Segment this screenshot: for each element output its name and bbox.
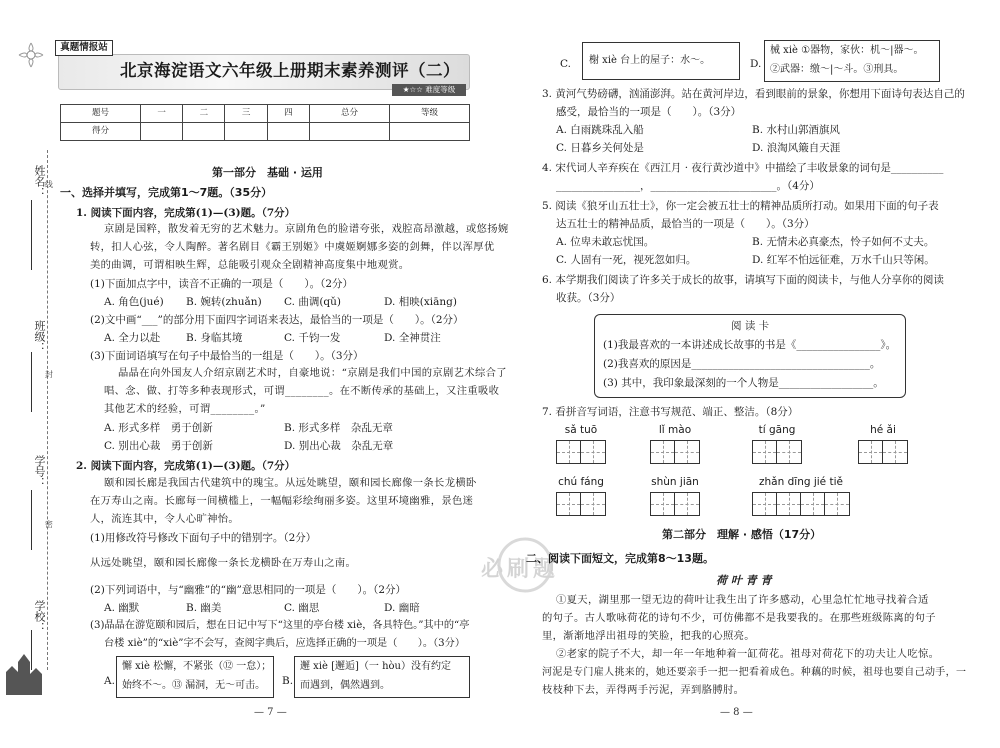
passage-line: 美的曲调，可谓相映生辉，总能吸引观众全剧精神高度集中地观赏。 <box>90 259 410 271</box>
option-c[interactable]: C. 别出心裁 勇于创新 <box>104 440 213 452</box>
score-input-cell[interactable] <box>225 123 267 141</box>
seal-seal: 封 <box>44 370 54 378</box>
name-label: 姓名： <box>33 165 47 198</box>
student-id-label: 学号： <box>33 455 47 488</box>
score-table-header-row <box>61 105 470 123</box>
question-2-3-cont: 台楼 xiè”的“xiè”字不会写，查阅字典后，应选择正确的一项是（ ）。（3分） <box>104 638 466 649</box>
question-1-3: (3)下面词语填写在句子中最恰当的一组是（ ）。（3分） <box>90 350 364 362</box>
score-table <box>60 104 470 141</box>
question-1-1: (1)下面加点字中，读音不正确的一项是（ ）。（2分） <box>90 278 354 290</box>
school-label: 学校： <box>33 600 47 633</box>
page-number: — 7 — <box>254 707 287 718</box>
pinyin-label: zhǎn dīng jié tiě <box>759 476 843 488</box>
score-input-cell[interactable] <box>309 123 389 141</box>
score-input-cell[interactable] <box>389 123 469 141</box>
question-5-cont: 达五壮士的精神品质，最恰当的一项是（ ）。（3分） <box>556 218 815 230</box>
writing-grid[interactable] <box>752 492 850 516</box>
dict-line: 始终不～。⑬ 漏洞，无～可击。 <box>122 680 266 691</box>
score-cell: 一 <box>140 105 182 123</box>
question-2-3: (3)晶晶在游览颐和园后，想在日记中写下“这里的亭台楼 xiè，各具特色。”其中的“亭 <box>90 620 470 631</box>
reading-card-title: 阅 读 卡 <box>731 320 770 332</box>
passage-line: 在万寿山之南。长廊每一间横槛上，一幅幅彩绘绚丽多姿。这里环境幽雅，景色迷 <box>90 495 474 507</box>
story-line: 的句子。古人歌咏荷花的诗句不少，可仿佛都不是我要我的。在那些班级陈离的句子 <box>542 612 936 624</box>
seal-secret: 密 <box>44 520 54 528</box>
question-6: 6. 本学期我们阅读了许多关于成长的故事，请填写下面的阅读卡，与他人分享你的阅读 <box>542 274 944 286</box>
option-c[interactable]: C. 曲调(qǔ) <box>284 296 342 308</box>
writing-grid[interactable] <box>556 492 606 516</box>
part2-heading: 第二部分 理解 · 感悟（17分） <box>662 528 822 541</box>
question-2-2: (2)下列词语中，与“幽雅”的“幽”意思相同的一项是（ ）。（2分） <box>90 584 407 596</box>
option-a[interactable]: A. 白雨跳珠乱入船 <box>556 124 644 136</box>
story-line: ②老家的院子不大，却一年一年地种着一缸荷花。祖母对荷花下的功夫让人吃惊。 <box>556 648 940 660</box>
writing-grid[interactable] <box>556 440 606 464</box>
passage-line: 人，流连其中，令人心旷神怡。 <box>90 513 240 525</box>
passage-line: 其他艺术的经验，可谓________。” <box>104 403 266 415</box>
intel-badge: 真题情报站 <box>55 40 113 56</box>
option-b[interactable]: B. 婉转(zhuǎn) <box>186 296 262 308</box>
option-c[interactable]: C. 幽思 <box>284 602 320 614</box>
dictionary-entry-a[interactable] <box>116 656 274 698</box>
page-title: 北京海淀语文六年级上册期末素养测评（二） <box>120 61 460 80</box>
option-d[interactable]: D. 别出心裁 杂乱无章 <box>284 440 394 452</box>
option-d[interactable]: D. 幽暗 <box>384 602 420 614</box>
score-input-cell[interactable] <box>183 123 225 141</box>
score-input-cell[interactable] <box>140 123 182 141</box>
option-c[interactable]: C. 人固有一死，视死忽如归。 <box>556 254 697 266</box>
story-line: 里，渐渐地浮出祖母的笑脸，把我的心照亮。 <box>542 630 755 642</box>
reading-card-line-1[interactable]: (1)我最喜欢的一本讲述成长故事的书是《________________》。 <box>603 339 897 351</box>
option-d-label[interactable]: D. <box>750 58 762 70</box>
difficulty-rating: ★☆☆ 难度等级 <box>392 84 466 96</box>
question-2-1: (1)用修改符号修改下面句子中的错别字。（2分） <box>90 532 317 544</box>
dict-line: 懈 xiè 松懈，不紧张（⑫ 一怠）； <box>122 661 272 672</box>
option-a[interactable]: A. 位卑未敢忘忧国。 <box>556 236 655 248</box>
pinyin-label: shùn jiān <box>651 476 699 488</box>
question-6-cont: 收获。（3分） <box>556 292 621 304</box>
question-5: 5. 阅读《狼牙山五壮士》，你一定会被五壮士的精神品质所打动。如果用下面的句子表 <box>542 200 939 212</box>
dict-line: 邂 xiè [邂逅]（一 hòu）没有约定 <box>300 661 451 672</box>
passage-line: 颐和园长廊是我国古代建筑中的瑰宝。从远处眺望，颐和园长廊像一条长龙横卧 <box>104 477 477 489</box>
question-2: 2. 阅读下面内容，完成第(1)—(3)题。（7分） <box>76 460 296 472</box>
option-b[interactable]: B. 无情未必真豪杰，怜子如何不丈夫。 <box>752 236 935 248</box>
story-line: 枝枝种下去，弄得两手污泥，弄到胳膊肘。 <box>542 684 745 696</box>
pinyin-label: lǐ mào <box>658 424 692 436</box>
pinyin-label: hé ǎi <box>870 424 896 436</box>
score-cell: 总分 <box>309 105 389 123</box>
dictionary-entry-c[interactable] <box>582 42 740 80</box>
pinyin-label: sǎ tuō <box>564 424 598 436</box>
question-4[interactable]: 4. 宋代词人辛弃疾在《西江月 · 夜行黄沙道中》中描绘了丰收景象的词句是__________ <box>542 162 944 174</box>
watermark-text: 必刷题 <box>481 557 560 582</box>
dict-line: 榭 xiè 台上的屋子：水～。 <box>589 55 711 66</box>
binding-line <box>47 150 48 670</box>
story-line: 河泥是专门雇人挑来的，她还要亲手一把一把看着成色。种藕的时候，祖母也要自己动手，一 <box>542 667 967 678</box>
option-d[interactable]: D. 全神贯注 <box>384 332 441 344</box>
seal-line: 线 <box>44 180 54 188</box>
option-b[interactable]: B. 幽美 <box>186 602 222 614</box>
pinyin-label: tí gāng <box>758 424 796 436</box>
reading-card-line-2[interactable]: (2)我喜欢的原因是__________________________________。 <box>603 358 881 370</box>
score-cell: 三 <box>225 105 267 123</box>
part1-heading: 第一部分 基础 · 运用 <box>212 166 323 179</box>
passage-line: 京剧是国粹，散发着无穷的艺术魅力。京剧角色的脸谱夸张，戏腔高昂激越，或悠扬婉 <box>104 223 509 235</box>
option-a[interactable]: A. 幽默 <box>104 602 140 614</box>
option-d[interactable]: D. 浪淘风簸自天涯 <box>752 142 841 154</box>
question-4-cont[interactable]: ________________，________________________。（4分） <box>556 180 820 192</box>
class-label: 班级： <box>33 320 47 353</box>
score-cell: 题号 <box>61 105 141 123</box>
option-b[interactable]: B. 水村山郭酒旗风 <box>752 124 840 136</box>
dict-line: ②武器：缴～|～斗。③刑具。 <box>770 64 904 75</box>
question-3-cont: 感受，最恰当的一项是（ ）。（3分） <box>556 106 742 118</box>
question-7: 7. 看拼音写词语，注意书写规范、端正、整洁。（8分） <box>542 406 799 418</box>
writing-grid[interactable] <box>650 492 700 516</box>
writing-grid[interactable] <box>650 440 700 464</box>
name-blank[interactable] <box>31 200 32 270</box>
correction-sentence[interactable]: 从远处眺望，颐和园长廊像一条长龙横卧在万寿山之南。 <box>90 557 357 569</box>
option-d[interactable]: D. 红军不怕远征难，万水千山只等闲。 <box>752 254 935 266</box>
story-title: 荷 叶 青 青 <box>716 574 772 587</box>
passage-line: 晶晶在向外国友人介绍京剧艺术时，自豪地说：“京剧是我们中国的京剧艺术综合了 <box>118 367 507 379</box>
dict-line: 而遇到，偶然遇到。 <box>300 680 390 691</box>
question-1: 1. 阅读下面内容，完成第(1)—(3)题。（7分） <box>76 207 296 219</box>
option-b[interactable]: B. 身临其境 <box>186 332 243 344</box>
option-c-label[interactable]: C. <box>560 58 571 70</box>
dict-line: 械 xiè ①器物，家伙：机～|器～。 <box>770 45 924 56</box>
watermark-logo <box>475 535 575 595</box>
page-number: — 8 — <box>720 707 753 718</box>
option-a[interactable]: A. 全力以赴 <box>104 332 161 344</box>
section1-heading: 一、选择并填写，完成第1～7题。（35分） <box>60 186 273 199</box>
story-line: ①夏天，湖里那一望无边的荷叶让我生出了许多感动，心里急忙忙地寻找着合适 <box>556 594 929 606</box>
passage-line: 转，扣人心弦，令人陶醉。著名剧目《霸王别姬》中虞姬婀娜多姿的剑舞，伴以浑厚优 <box>90 241 495 253</box>
score-cell: 四 <box>267 105 309 123</box>
building-silhouette-icon <box>4 650 46 695</box>
reading-card-line-3[interactable]: (3) 其中，我印象最深刻的一个人物是__________________。 <box>603 377 884 389</box>
option-c[interactable]: C. 千钧一发 <box>284 332 341 344</box>
student-id-blank[interactable] <box>31 490 32 550</box>
option-a[interactable]: A. 角色(jué) <box>104 296 164 308</box>
option-c[interactable]: C. 日暮乡关何处是 <box>556 142 644 154</box>
writing-grid[interactable] <box>752 440 802 464</box>
reading-card <box>594 314 906 398</box>
question-1-2: (2)文中画“___”的部分用下面四字词语来表达，最恰当的一项是（ ）。（2分） <box>90 314 464 326</box>
score-cell: 二 <box>183 105 225 123</box>
option-a-label[interactable]: A. <box>104 675 115 687</box>
option-d[interactable]: D. 相映(xiāng) <box>384 296 457 308</box>
score-input-cell[interactable] <box>267 123 309 141</box>
pinyin-label: chú fáng <box>558 476 604 488</box>
option-b-label[interactable]: B. <box>282 675 294 687</box>
flower-ornament-icon <box>16 40 46 70</box>
binding-margin <box>0 0 54 748</box>
score-cell: 得分 <box>61 123 141 141</box>
option-b[interactable]: B. 形式多样 杂乱无章 <box>284 422 393 434</box>
dictionary-entry-d[interactable] <box>764 40 940 82</box>
writing-grid[interactable] <box>858 440 908 464</box>
score-table-score-row <box>61 123 470 141</box>
passage-line: 唱、念、做、打等多种表现形式，可谓________。在不断传承的基础上，又注重吸收 <box>104 385 500 397</box>
score-cell: 等级 <box>389 105 469 123</box>
class-blank[interactable] <box>31 352 32 412</box>
question-3: 3. 黄河气势磅礴，汹涌澎湃。站在黄河岸边，看到眼前的景象，你想用下面诗句表达自己的 <box>542 88 965 100</box>
option-a[interactable]: A. 形式多样 勇于创新 <box>104 422 213 434</box>
dictionary-entry-b[interactable] <box>294 656 470 698</box>
section2-heading: 二、阅读下面短文，完成第8～13题。 <box>526 552 714 565</box>
